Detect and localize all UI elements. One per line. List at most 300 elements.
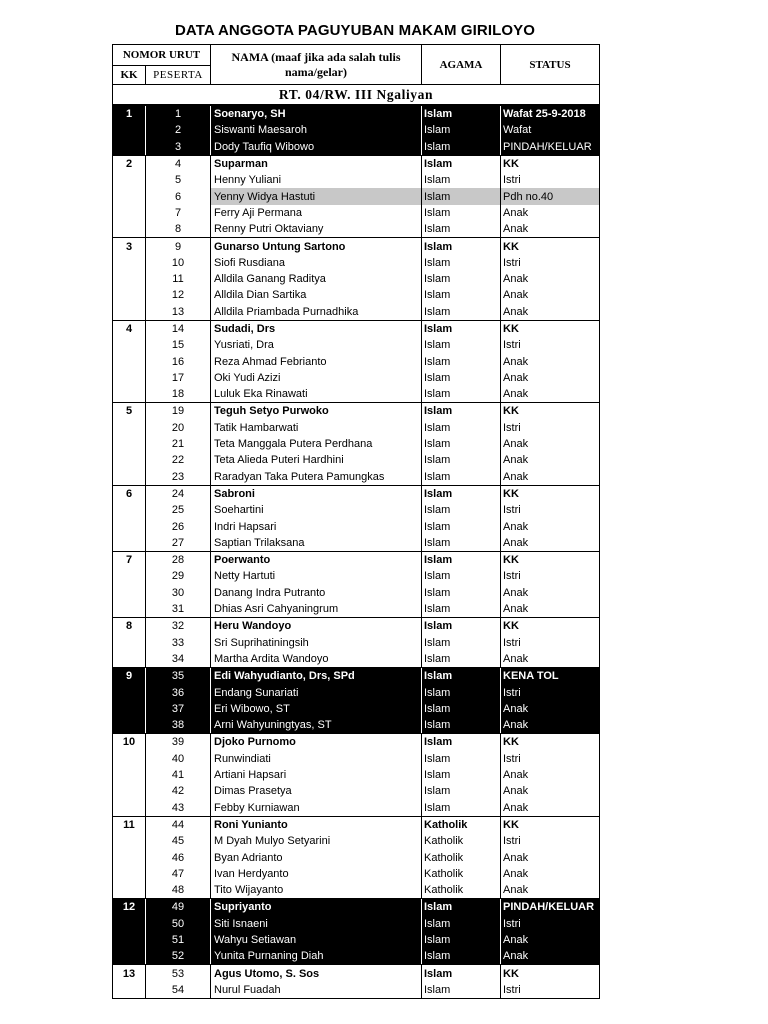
kk-number-cell — [113, 635, 146, 651]
status-cell: KK — [501, 485, 600, 502]
page-title: DATA ANGGOTA PAGUYUBAN MAKAM GIRILOYO — [174, 22, 536, 39]
member-name-cell: Teta Manggala Putera Perdhana — [211, 436, 422, 452]
religion-cell: Katholik — [422, 833, 501, 849]
participant-number-cell: 22 — [171, 454, 185, 467]
status-cell: KK — [501, 965, 600, 982]
kk-number-cell: 7 — [113, 552, 146, 569]
table-row — [113, 518, 600, 534]
table-row — [113, 601, 600, 618]
religion-cell: Islam — [422, 568, 501, 584]
table-row — [113, 469, 600, 486]
participant-number-cell: 33 — [171, 636, 185, 649]
member-rows — [113, 105, 600, 999]
participant-number-cell: 28 — [146, 552, 211, 569]
participant-number-cell: 19 — [146, 403, 211, 420]
participant-number-cell: 4 — [146, 155, 211, 172]
member-table-container — [112, 44, 599, 999]
status-cell: PINDAH/KELUAR — [501, 139, 600, 156]
member-name-cell: Sri Suprihatiningsih — [211, 635, 422, 651]
kk-number-cell — [113, 221, 146, 238]
kk-number-cell — [113, 205, 146, 221]
kk-number-cell — [113, 535, 146, 552]
member-name-cell: M Dyah Mulyo Setyarini — [211, 833, 422, 849]
kk-number-cell — [113, 386, 146, 403]
status-cell: Anak — [501, 866, 600, 882]
member-name-cell: Tatik Hambarwati — [211, 420, 422, 436]
participant-number-cell: 3 — [146, 139, 211, 156]
table-row — [113, 552, 600, 569]
table-row — [113, 205, 600, 221]
religion-cell: Islam — [422, 353, 501, 369]
status-cell: Pdh no.40 — [501, 188, 600, 204]
member-name-cell: Reza Ahmad Febrianto — [211, 353, 422, 369]
member-name-cell: Ferry Aji Permana — [211, 205, 422, 221]
member-name-cell: Suparman — [211, 155, 422, 172]
member-name-cell: Eri Wibowo, ST — [211, 701, 422, 717]
member-name-cell: Indri Hapsari — [211, 518, 422, 534]
status-cell: Anak — [501, 469, 600, 486]
participant-number-cell: 10 — [171, 256, 185, 269]
member-name-cell: Dimas Prasetya — [211, 783, 422, 799]
participant-number-cell: 20 — [171, 421, 185, 434]
participant-number-cell: 16 — [171, 355, 185, 368]
religion-cell: Islam — [422, 386, 501, 403]
table-row — [113, 849, 600, 865]
status-cell: Anak — [501, 948, 600, 965]
religion-cell: Katholik — [422, 882, 501, 899]
participant-number-cell: 14 — [146, 320, 211, 337]
table-row — [113, 320, 600, 337]
participant-number-cell: 21 — [171, 438, 185, 451]
status-cell: Anak — [501, 799, 600, 816]
religion-cell: Islam — [422, 304, 501, 321]
table-row — [113, 502, 600, 518]
header-agama: AGAMA — [422, 45, 501, 85]
participant-number-cell: 52 — [146, 948, 211, 965]
table-row — [113, 403, 600, 420]
participant-number-cell: 12 — [171, 289, 185, 302]
status-cell: Anak — [501, 585, 600, 601]
member-name-cell: Teta Alieda Puteri Hardhini — [211, 452, 422, 468]
member-name-cell: Heru Wandoyo — [211, 618, 422, 635]
table-row — [113, 734, 600, 751]
religion-cell: Islam — [422, 188, 501, 204]
participant-number-cell: 9 — [146, 238, 211, 255]
table-row — [113, 751, 600, 767]
religion-cell: Islam — [422, 618, 501, 635]
status-cell: Anak — [501, 535, 600, 552]
religion-cell: Islam — [422, 518, 501, 534]
member-name-cell: Yenny Widya Hastuti — [211, 188, 422, 204]
status-cell: Istri — [501, 255, 600, 271]
member-name-cell: Siti Isnaeni — [211, 916, 422, 932]
status-cell: Anak — [501, 601, 600, 618]
table-row — [113, 420, 600, 436]
participant-number-cell: 53 — [146, 965, 211, 982]
religion-cell: Islam — [422, 701, 501, 717]
section-title: RT. 04/RW. III Ngaliyan — [113, 85, 600, 106]
participant-number-cell: 50 — [146, 916, 211, 932]
participant-number-cell: 39 — [146, 734, 211, 751]
kk-number-cell — [113, 370, 146, 386]
table-row — [113, 287, 600, 303]
status-cell: Anak — [501, 849, 600, 865]
member-name-cell: Martha Ardita Wandoyo — [211, 651, 422, 668]
status-cell: Istri — [501, 337, 600, 353]
religion-cell: Islam — [422, 502, 501, 518]
kk-number-cell — [113, 518, 146, 534]
status-cell: KK — [501, 618, 600, 635]
participant-number-cell: 8 — [146, 221, 211, 238]
status-cell: Wafat 25-9-2018 — [501, 105, 600, 122]
status-cell: Wafat — [501, 122, 600, 138]
member-name-cell: Gunarso Untung Sartono — [211, 238, 422, 255]
header-peserta: PESERTA — [146, 66, 211, 85]
religion-cell: Islam — [422, 122, 501, 138]
member-name-cell: Endang Sunariati — [211, 684, 422, 700]
participant-number-cell: 26 — [171, 520, 185, 533]
kk-number-cell — [113, 767, 146, 783]
status-cell: Anak — [501, 287, 600, 303]
status-cell: KK — [501, 816, 600, 833]
status-cell: Anak — [501, 386, 600, 403]
religion-cell: Katholik — [422, 849, 501, 865]
status-cell: Istri — [501, 684, 600, 700]
kk-number-cell: 5 — [113, 403, 146, 420]
religion-cell: Islam — [422, 982, 501, 999]
member-name-cell: Poerwanto — [211, 552, 422, 569]
religion-cell: Islam — [422, 403, 501, 420]
header-kk: KK — [113, 66, 146, 85]
member-name-cell: Yunita Purnaning Diah — [211, 948, 422, 965]
kk-number-cell — [113, 701, 146, 717]
participant-number-cell: 54 — [146, 982, 211, 999]
table-row — [113, 982, 600, 999]
header-nomor-urut: NOMOR URUT — [113, 45, 211, 66]
kk-number-cell — [113, 420, 146, 436]
status-cell: Istri — [501, 172, 600, 188]
religion-cell: Islam — [422, 271, 501, 287]
religion-cell: Islam — [422, 436, 501, 452]
kk-number-cell — [113, 436, 146, 452]
religion-cell: Islam — [422, 205, 501, 221]
kk-number-cell — [113, 849, 146, 865]
member-name-cell: Oki Yudi Azizi — [211, 370, 422, 386]
kk-number-cell — [113, 833, 146, 849]
member-name-cell: Wahyu Setiawan — [211, 932, 422, 948]
kk-number-cell — [113, 866, 146, 882]
table-row — [113, 701, 600, 717]
status-cell: Anak — [501, 221, 600, 238]
participant-number-cell: 42 — [171, 785, 185, 798]
table-row — [113, 618, 600, 635]
member-name-cell: Febby Kurniawan — [211, 799, 422, 816]
member-name-cell: Arni Wahyuningtyas, ST — [211, 717, 422, 734]
religion-cell: Islam — [422, 734, 501, 751]
participant-number-cell: 32 — [146, 618, 211, 635]
table-row — [113, 155, 600, 172]
member-name-cell: Renny Putri Oktaviany — [211, 221, 422, 238]
participant-number-cell: 7 — [174, 206, 182, 219]
religion-cell: Islam — [422, 948, 501, 965]
table-row — [113, 255, 600, 271]
status-cell: Anak — [501, 353, 600, 369]
kk-number-cell: 9 — [113, 668, 146, 685]
religion-cell: Islam — [422, 139, 501, 156]
table-row — [113, 635, 600, 651]
member-name-cell: Alldila Priambada Purnadhika — [211, 304, 422, 321]
table-row — [113, 684, 600, 700]
table-row — [113, 717, 600, 734]
kk-number-cell: 4 — [113, 320, 146, 337]
religion-cell: Islam — [422, 221, 501, 238]
status-cell: Anak — [501, 304, 600, 321]
status-cell: Istri — [501, 420, 600, 436]
kk-number-cell — [113, 916, 146, 932]
kk-number-cell — [113, 948, 146, 965]
table-row — [113, 370, 600, 386]
table-row — [113, 568, 600, 584]
member-name-cell: Djoko Purnomo — [211, 734, 422, 751]
table-row — [113, 304, 600, 321]
member-name-cell: Siofi Rusdiana — [211, 255, 422, 271]
kk-number-cell — [113, 585, 146, 601]
status-cell: Istri — [501, 916, 600, 932]
kk-number-cell — [113, 188, 146, 204]
participant-number-cell: 27 — [146, 535, 211, 552]
kk-number-cell: 11 — [113, 816, 146, 833]
member-name-cell: Sudadi, Drs — [211, 320, 422, 337]
status-cell: Anak — [501, 767, 600, 783]
religion-cell: Islam — [422, 668, 501, 685]
status-cell: Istri — [501, 982, 600, 999]
participant-number-cell: 38 — [146, 717, 211, 734]
participant-number-cell: 35 — [146, 668, 211, 685]
member-name-cell: Alldila Dian Sartika — [211, 287, 422, 303]
header-nama: NAMA (maaf jika ada salah tulis nama/gelar) — [211, 45, 422, 85]
religion-cell: Islam — [422, 601, 501, 618]
status-cell: Anak — [501, 783, 600, 799]
status-cell: Anak — [501, 205, 600, 221]
table-row — [113, 238, 600, 255]
table-row — [113, 452, 600, 468]
kk-number-cell — [113, 452, 146, 468]
status-cell: Anak — [501, 370, 600, 386]
member-name-cell: Raradyan Taka Putera Pamungkas — [211, 469, 422, 486]
kk-number-cell: 6 — [113, 485, 146, 502]
status-cell: Istri — [501, 502, 600, 518]
religion-cell: Islam — [422, 751, 501, 767]
religion-cell: Islam — [422, 684, 501, 700]
member-name-cell: Edi Wahyudianto, Drs, SPd — [211, 668, 422, 685]
participant-number-cell: 34 — [146, 651, 211, 668]
member-name-cell: Dody Taufiq Wibowo — [211, 139, 422, 156]
member-name-cell: Dhias Asri Cahyaningrum — [211, 601, 422, 618]
religion-cell: Katholik — [422, 866, 501, 882]
member-table — [112, 44, 600, 999]
kk-number-cell — [113, 799, 146, 816]
member-name-cell: Teguh Setyo Purwoko — [211, 403, 422, 420]
kk-number-cell — [113, 304, 146, 321]
religion-cell: Islam — [422, 932, 501, 948]
kk-number-cell — [113, 783, 146, 799]
table-row — [113, 899, 600, 916]
kk-number-cell — [113, 684, 146, 700]
kk-number-cell — [113, 337, 146, 353]
member-name-cell: Alldila Ganang Raditya — [211, 271, 422, 287]
table-row — [113, 932, 600, 948]
participant-number-cell: 43 — [146, 799, 211, 816]
status-cell: Anak — [501, 436, 600, 452]
table-row — [113, 105, 600, 122]
status-cell: KK — [501, 238, 600, 255]
participant-number-cell: 37 — [146, 701, 211, 717]
participant-number-cell: 5 — [174, 174, 182, 187]
status-cell: KK — [501, 320, 600, 337]
participant-number-cell: 25 — [171, 504, 185, 517]
status-cell: KK — [501, 155, 600, 172]
religion-cell: Islam — [422, 767, 501, 783]
religion-cell: Islam — [422, 469, 501, 486]
kk-number-cell — [113, 751, 146, 767]
participant-number-cell: 24 — [146, 485, 211, 502]
member-name-cell: Runwindiati — [211, 751, 422, 767]
member-name-cell: Soenaryo, SH — [211, 105, 422, 122]
table-row — [113, 122, 600, 138]
kk-number-cell: 12 — [113, 899, 146, 916]
status-cell: KK — [501, 403, 600, 420]
member-name-cell: Nurul Fuadah — [211, 982, 422, 999]
religion-cell: Islam — [422, 916, 501, 932]
table-row — [113, 337, 600, 353]
status-cell: Istri — [501, 751, 600, 767]
kk-number-cell: 13 — [113, 965, 146, 982]
table-row — [113, 965, 600, 982]
participant-number-cell: 49 — [146, 899, 211, 916]
religion-cell: Islam — [422, 287, 501, 303]
member-name-cell: Agus Utomo, S. Sos — [211, 965, 422, 982]
member-name-cell: Roni Yunianto — [211, 816, 422, 833]
kk-number-cell — [113, 271, 146, 287]
header-status: STATUS — [501, 45, 600, 85]
kk-number-cell: 1 — [113, 105, 146, 122]
member-name-cell: Siswanti Maesaroh — [211, 122, 422, 138]
religion-cell: Islam — [422, 420, 501, 436]
status-cell: PINDAH/KELUAR — [501, 899, 600, 916]
table-row — [113, 668, 600, 685]
participant-number-cell: 45 — [171, 835, 185, 848]
table-row — [113, 948, 600, 965]
participant-number-cell: 13 — [146, 304, 211, 321]
status-cell: KENA TOL — [501, 668, 600, 685]
religion-cell: Katholik — [422, 816, 501, 833]
table-row — [113, 485, 600, 502]
member-name-cell: Luluk Eka Rinawati — [211, 386, 422, 403]
member-name-cell: Tito Wijayanto — [211, 882, 422, 899]
table-row — [113, 916, 600, 932]
kk-number-cell — [113, 717, 146, 734]
participant-number-cell: 30 — [171, 586, 185, 599]
religion-cell: Islam — [422, 899, 501, 916]
status-cell: KK — [501, 552, 600, 569]
kk-number-cell — [113, 353, 146, 369]
participant-number-cell: 51 — [146, 932, 211, 948]
kk-number-cell — [113, 882, 146, 899]
participant-number-cell: 36 — [146, 684, 211, 700]
religion-cell: Islam — [422, 370, 501, 386]
religion-cell: Islam — [422, 585, 501, 601]
status-cell: Anak — [501, 882, 600, 899]
participant-number-cell: 48 — [146, 882, 211, 899]
religion-cell: Islam — [422, 452, 501, 468]
table-row — [113, 535, 600, 552]
status-cell: Istri — [501, 833, 600, 849]
religion-cell: Islam — [422, 172, 501, 188]
table-row — [113, 386, 600, 403]
participant-number-cell: 17 — [171, 371, 185, 384]
table-row — [113, 783, 600, 799]
religion-cell: Islam — [422, 485, 501, 502]
table-row — [113, 585, 600, 601]
table-row — [113, 767, 600, 783]
status-cell: Anak — [501, 518, 600, 534]
status-cell: Anak — [501, 452, 600, 468]
kk-number-cell — [113, 172, 146, 188]
table-row — [113, 188, 600, 204]
participant-number-cell: 23 — [146, 469, 211, 486]
status-cell: Anak — [501, 271, 600, 287]
member-name-cell: Saptian Trilaksana — [211, 535, 422, 552]
kk-number-cell — [113, 122, 146, 138]
status-cell: KK — [501, 734, 600, 751]
kk-number-cell — [113, 651, 146, 668]
participant-number-cell: 11 — [172, 273, 184, 286]
table-row — [113, 172, 600, 188]
table-row — [113, 882, 600, 899]
participant-number-cell: 18 — [146, 386, 211, 403]
member-name-cell: Soehartini — [211, 502, 422, 518]
kk-number-cell — [113, 469, 146, 486]
religion-cell: Islam — [422, 651, 501, 668]
kk-number-cell — [113, 287, 146, 303]
table-row — [113, 833, 600, 849]
table-row — [113, 353, 600, 369]
religion-cell: Islam — [422, 717, 501, 734]
kk-number-cell — [113, 255, 146, 271]
religion-cell: Islam — [422, 320, 501, 337]
kk-number-cell: 8 — [113, 618, 146, 635]
member-name-cell: Artiani Hapsari — [211, 767, 422, 783]
table-row — [113, 221, 600, 238]
participant-number-cell: 15 — [171, 339, 185, 352]
participant-number-cell: 44 — [146, 816, 211, 833]
table-row — [113, 139, 600, 156]
kk-number-cell — [113, 502, 146, 518]
religion-cell: Islam — [422, 105, 501, 122]
table-row — [113, 799, 600, 816]
kk-number-cell — [113, 601, 146, 618]
member-name-cell: Sabroni — [211, 485, 422, 502]
participant-number-cell: 47 — [171, 867, 185, 880]
religion-cell: Islam — [422, 635, 501, 651]
religion-cell: Islam — [422, 965, 501, 982]
status-cell: Anak — [501, 651, 600, 668]
participant-number-cell: 46 — [171, 851, 185, 864]
member-name-cell: Yusriati, Dra — [211, 337, 422, 353]
participant-number-cell: 41 — [171, 769, 185, 782]
participant-number-cell: 40 — [171, 752, 185, 765]
religion-cell: Islam — [422, 799, 501, 816]
